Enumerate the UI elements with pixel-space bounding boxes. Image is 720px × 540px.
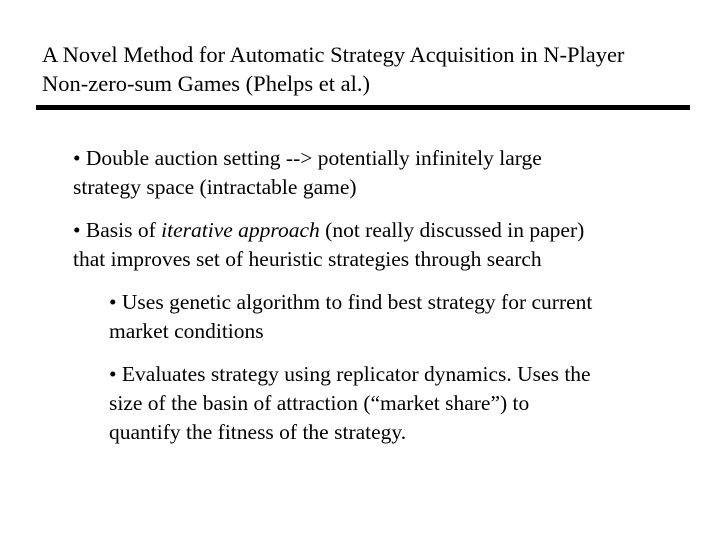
sub-bullet-replicator-dynamics: [109, 360, 591, 447]
bullet-line: [73, 216, 584, 245]
title-divider: [36, 105, 690, 110]
bullet-line: that improves set of heuristic strategies through search: [73, 247, 542, 271]
bullet-iterative-approach: [73, 216, 584, 274]
bullet-line: size of the basin of attraction (“market share”) to: [109, 391, 530, 415]
bullet-line: • Uses genetic algorithm to find best strategy for current: [109, 290, 593, 314]
title-line-2: Non-zero-sum Games (Phelps et al.): [42, 71, 371, 96]
sub-bullet-genetic-algorithm: [109, 288, 592, 346]
slide-title: [42, 40, 692, 98]
title-line-1: A Novel Method for Automatic Strategy Acquisition in N-Player: [42, 42, 625, 67]
bullet-text: (not really discussed in paper): [319, 218, 585, 242]
bullet-line: • Evaluates strategy using replicator dynamics. Uses the: [109, 362, 591, 386]
bullet-line: market conditions: [109, 319, 264, 343]
bullet-line: strategy space (intractable game): [73, 175, 357, 199]
italic-term: iterative approach: [161, 218, 320, 242]
bullet-text: • Basis of: [73, 218, 162, 242]
bullet-line: • Double auction setting --> potentially infinitely large: [73, 146, 542, 170]
bullet-double-auction: [73, 144, 542, 202]
bullet-line: quantify the fitness of the strategy.: [109, 420, 407, 444]
